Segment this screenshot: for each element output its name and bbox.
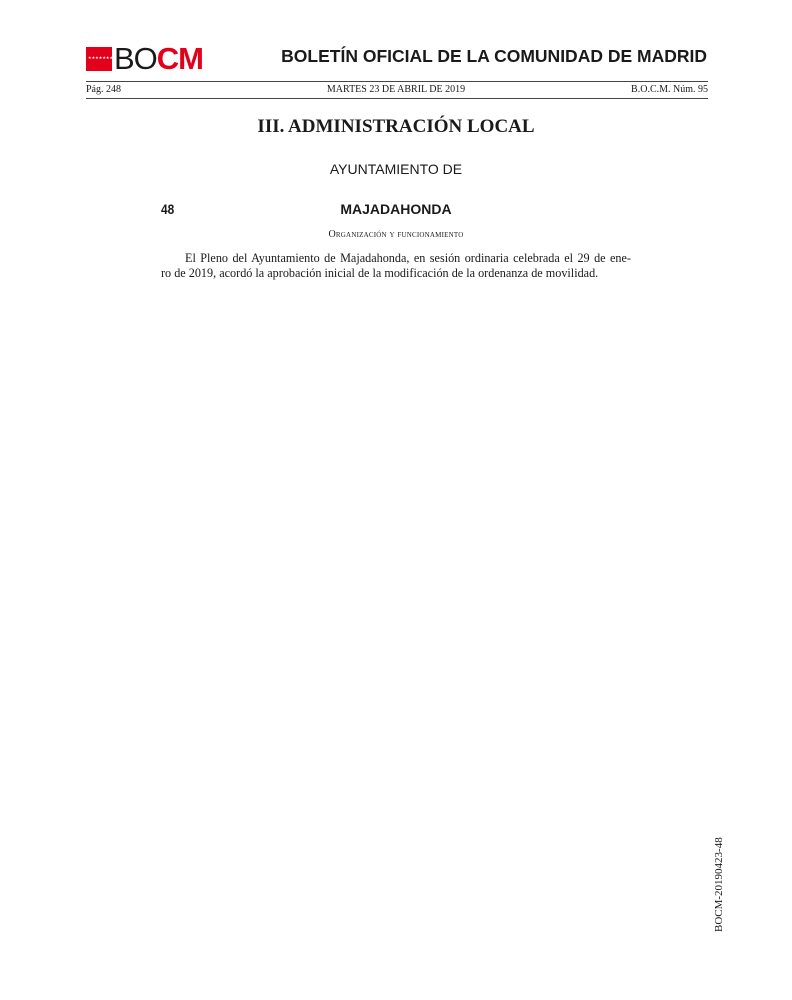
entry-number: 48 [161, 201, 175, 217]
subject-heading: Organización y funcionamiento [328, 229, 464, 240]
flag-stars: ★★★★★★★ [88, 55, 114, 60]
logo-text-cm: CM [156, 41, 204, 76]
bocm-logo [86, 41, 204, 76]
header-rule-bottom [86, 98, 708, 99]
bulletin-title: BOLETÍN OFICIAL DE LA COMUNIDAD DE MADRID [281, 46, 707, 66]
document-code: BOCM-20190423-48 [713, 837, 725, 932]
logo-wordmark [114, 41, 204, 76]
body-paragraph [161, 251, 631, 281]
entity-name: MAJADAHONDA [340, 201, 452, 217]
body-line: El Pleno del Ayuntamiento de Majadahonda, en sesión ordinaria celebrada el 29 de ene- [185, 251, 631, 265]
madrid-flag-icon [86, 47, 112, 71]
logo-text-bo: BO [114, 41, 157, 76]
entity-type: AYUNTAMIENTO DE [329, 161, 463, 177]
page-number: Pág. 248 [86, 84, 121, 95]
section-title: III. ADMINISTRACIÓN LOCAL [257, 116, 535, 137]
body-line: ro de 2019, acordó la aprobación inicial de la modificación de la ordenanza de movilidad. [161, 266, 599, 280]
issue-number: B.O.C.M. Núm. 95 [631, 84, 708, 95]
header-rule-top [86, 81, 708, 82]
issue-date: MARTES 23 DE ABRIL DE 2019 [326, 84, 466, 95]
